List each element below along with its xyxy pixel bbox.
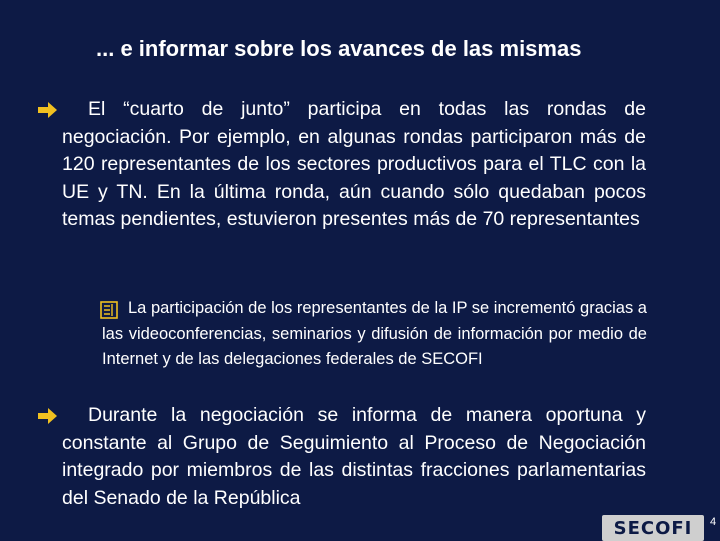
bullet-text: El “cuarto de junto” participa en todas las rondas de negociación. Por ejemplo, en algunas rondas participaron más de 120 representantes de los sectores productivos para el TLC con la UE y TN. En la última ronda, aún cuando sólo quedaban pocos temas pendientes, estuvieron presentes más de 70 representantes	[62, 98, 646, 230]
secofi-logo: SECOFI	[602, 515, 704, 541]
bullet-text: Durante la negociación se informa de manera oportuna y constante al Grupo de Seguimiento al Proceso de Negociación integrado por miembros de las distintas fracciones parlamentarias del Senado de la República	[62, 404, 646, 509]
sub-bullet-item	[102, 296, 647, 373]
page-number: 4	[710, 516, 717, 528]
arrow-right-icon	[36, 96, 62, 124]
sub-bullet-text: La participación de los representantes de la IP se incrementó gracias a las videoconferencias, seminarios y difusión de información por medio de Internet y de las delegaciones federales de SECOFI	[102, 299, 647, 368]
bullet-item	[62, 96, 646, 234]
slide-title: ... e informar sobre los avances de las mismas	[96, 36, 582, 61]
bullet-item	[62, 402, 646, 512]
arrow-right-icon	[36, 402, 62, 430]
checkbox-square-icon	[100, 301, 118, 328]
